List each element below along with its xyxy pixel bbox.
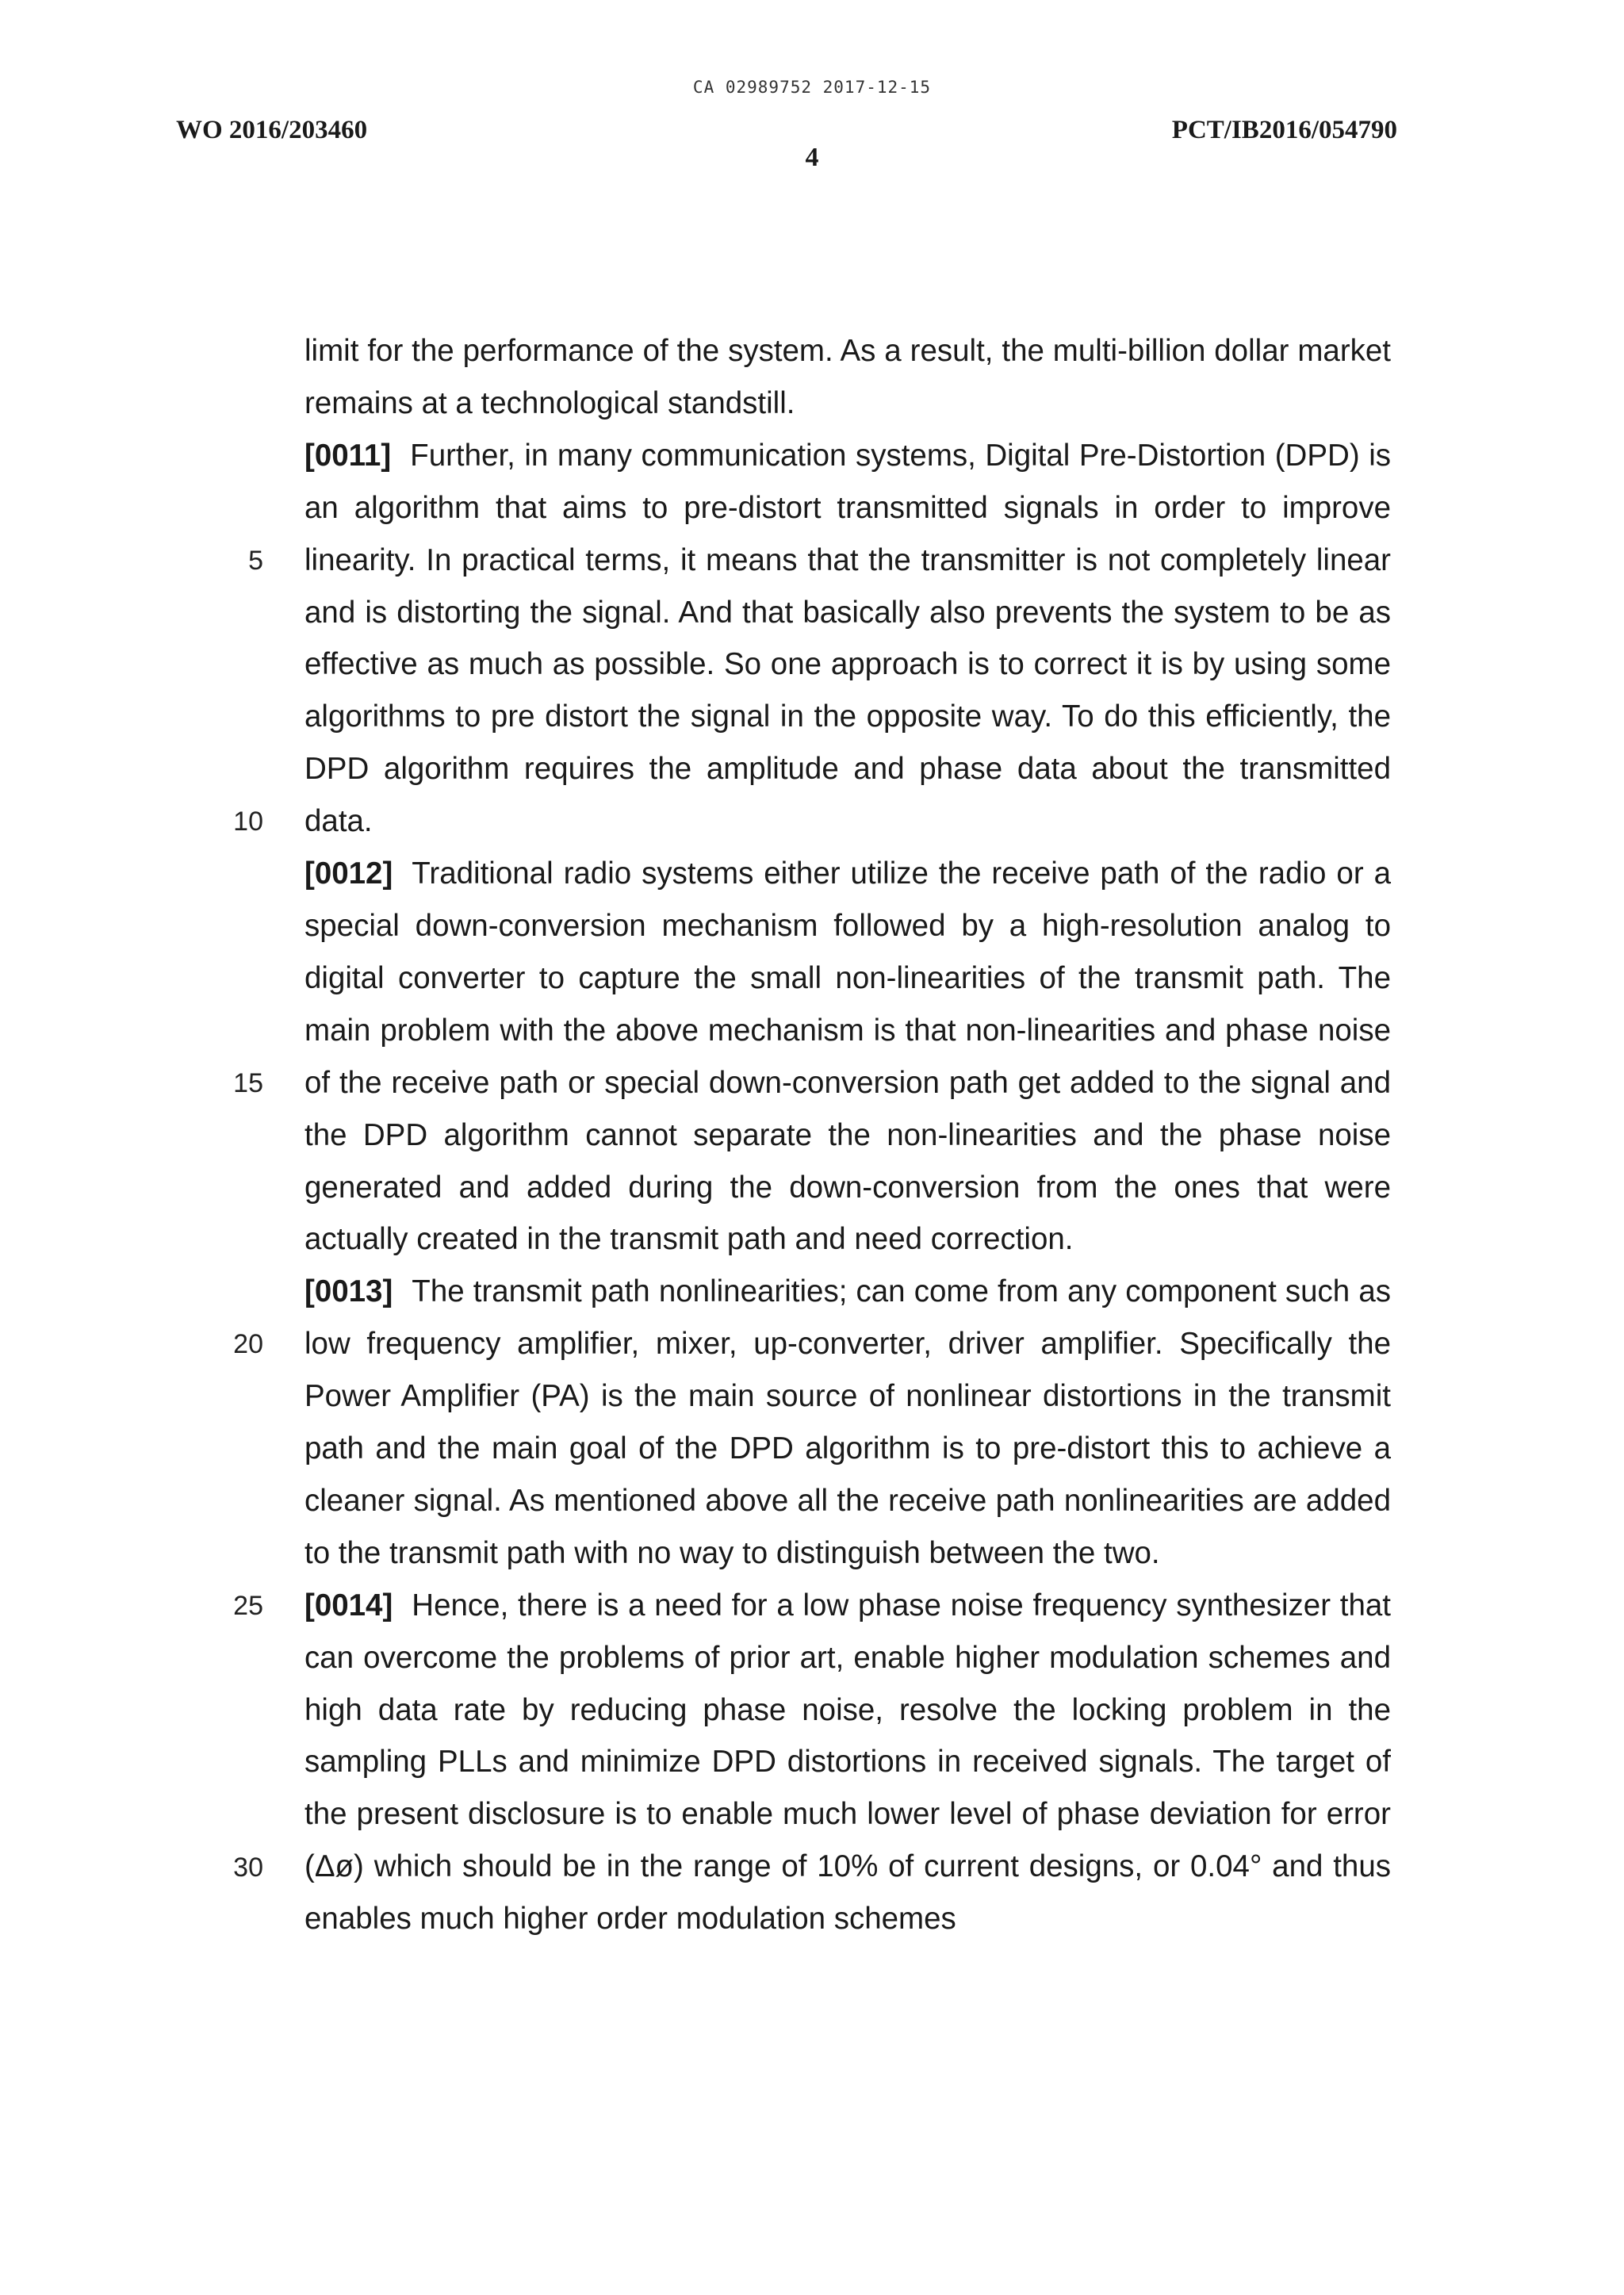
- paragraph-number: [0012]: [304, 856, 393, 891]
- paragraph-text: Further, in many communication systems, Digital Pre-Distortion (DPD) is an algorithm that aims to pre-distort transmitted signals in order to improve linearity. In practical terms, it means that the transmitter is not completely linear and is distorting the signal. And that basically also prevents the system to be as effective as much as possible. So one approach is to correct it is by using some algorithms to pre distort the signal in the opposite way. To do this efficiently, the DPD algorithm requires the amplitude and phase data about the transmitted data.: [304, 438, 1391, 839]
- paragraph-0014: [304, 1580, 1391, 1945]
- paragraph-number: [0014]: [304, 1588, 393, 1623]
- paragraph-text: limit for the performance of the system. As a result, the multi-billion dollar market remains at a technological standstill.: [304, 334, 1391, 420]
- line-number: 30: [233, 1852, 263, 1883]
- page-number: 4: [805, 143, 819, 172]
- paragraph-text: Traditional radio systems either utilize the receive path of the radio or a special down-conversion mechanism followed by a high-resolution analog to digital converter to capture the small non-linearities of the transmit path. The main problem with the above mechanism is that non-linearities and phase noise of the receive path or special down-conversion path get added to the signal and the DPD algorithm cannot separate the non-linearities and the phase noise generated and added during the down-conversion from the ones that were actually created in the transmit path and need correction.: [304, 856, 1391, 1257]
- paragraph-0012: [304, 848, 1391, 1266]
- line-number: 5: [248, 546, 263, 576]
- paragraph-number: [0013]: [304, 1274, 393, 1309]
- paragraph-number: [0011]: [304, 438, 392, 473]
- paragraph-0013: [304, 1266, 1391, 1579]
- document-body: [304, 325, 1391, 1945]
- paragraph-0011: [304, 430, 1391, 848]
- line-number: 10: [233, 807, 263, 837]
- line-number: 20: [233, 1329, 263, 1359]
- paragraph-continuation: [304, 325, 1391, 430]
- paragraph-text: The transmit path nonlinearities; can come from any component such as low frequency amplifier, mixer, up-converter, driver amplifier. Specifically the Power Amplifier (PA) is the main source of nonlinear distortions in the transmit path and the main goal of the DPD algorithm is to pre-distort this to achieve a cleaner signal. As mentioned above all the receive path nonlinearities are added to the transmit path with no way to distinguish between the two.: [304, 1274, 1391, 1570]
- wo-publication-number: WO 2016/203460: [176, 116, 368, 144]
- paragraph-text: Hence, there is a need for a low phase noise frequency synthesizer that can overcome the problems of prior art, enable higher modulation schemes and high data rate by reducing phase noise, resolve the locking problem in the sampling PLLs and minimize DPD distortions in received signals. The target of the present disclosure is to enable much lower level of phase deviation for error (Δø) which should be in the range of 10% of current designs, or 0.04° and thus enables much higher order modulation schemes: [304, 1588, 1391, 1937]
- line-number: 15: [233, 1068, 263, 1098]
- ca-application-number: CA 02989752 2017-12-15: [692, 78, 932, 97]
- pct-application-number: PCT/IB2016/054790: [1171, 116, 1397, 144]
- line-number: 25: [233, 1591, 263, 1621]
